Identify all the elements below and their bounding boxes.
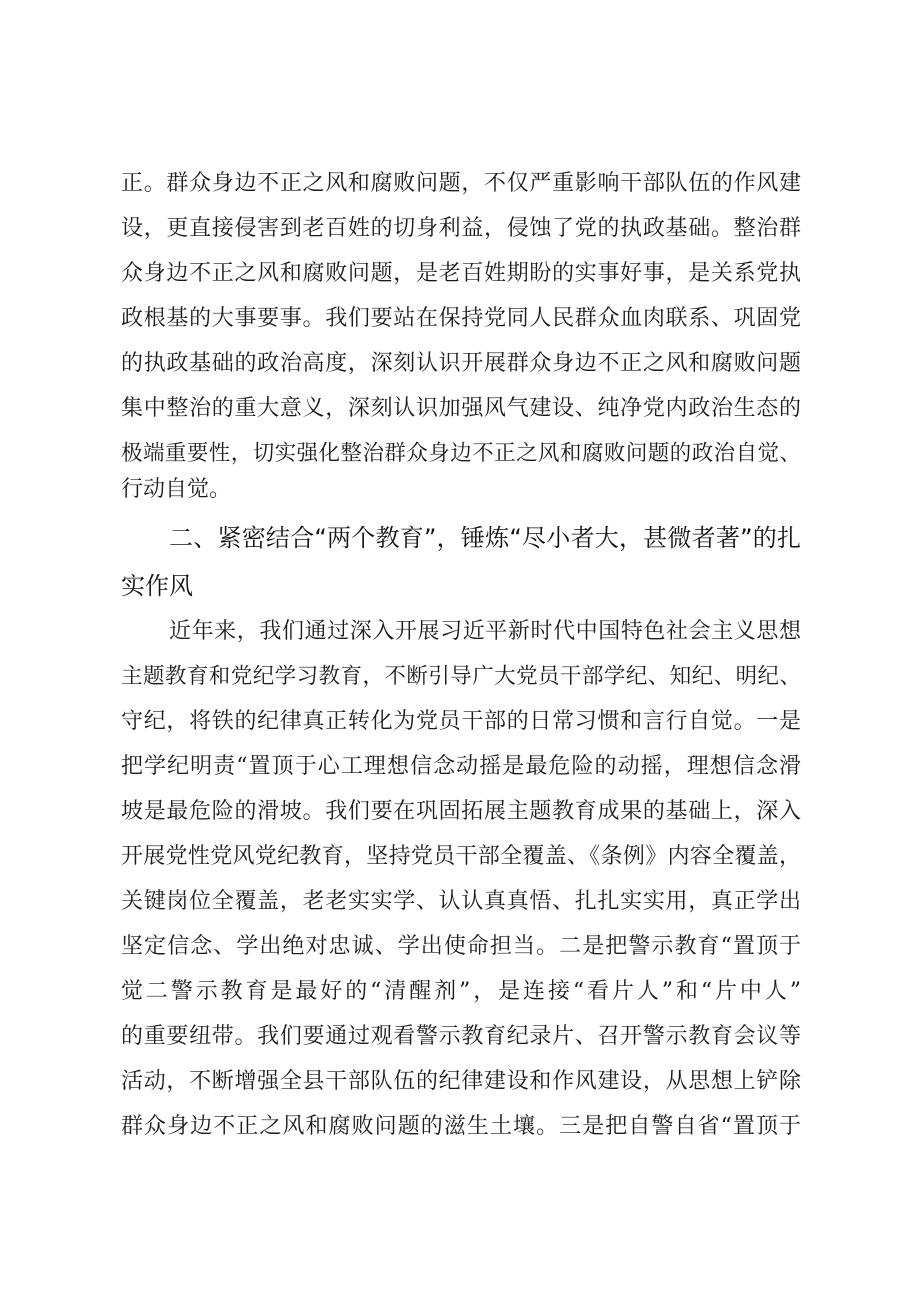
- paragraph-1-line-6: 集中整治的重大意义，深刻认识加强风气建设、纯净党内政治生态的: [121, 396, 801, 421]
- paragraph-2-line-4: 把学纪明责“置顶于心工理想信念动摇是最危险的动摇，理想信念滑: [121, 754, 801, 779]
- paragraph-1-line-7: 极端重要性，切实强化整治群众身边不正之风和腐败问题的政治自觉、: [121, 441, 801, 466]
- section-heading-line-2: 实作风: [121, 572, 193, 600]
- paragraph-2-line-8: 坚定信念、学出绝对忠诚、学出使命担当。二是把警示教育“置顶于: [121, 934, 801, 959]
- paragraph-2-line-1: 近年来，我们通过深入开展习近平新时代中国特色社会主义思想: [169, 619, 801, 644]
- paragraph-2-line-3: 守纪，将铁的纪律真正转化为党员干部的日常习惯和言行自觉。一是: [121, 709, 801, 734]
- paragraph-2-line-9: 觉二警示教育是最好的“清醒剂”，是连接“看片人”和“片中人”: [121, 979, 801, 1004]
- paragraph-2-line-2: 主题教育和党纪学习教育，不断引导广大党员干部学纪、知纪、明纪、: [121, 664, 801, 689]
- paragraph-1-line-4: 政根基的大事要事。我们要站在保持党同人民群众血肉联系、巩固党: [121, 306, 801, 331]
- paragraph-2-line-5: 坡是最危险的滑坡。我们要在巩固拓展主题教育成果的基础上，深入: [121, 799, 801, 824]
- paragraph-2-line-12: 群众身边不正之风和腐败问题的滋生土壤。三是把自警自省“置顶于: [121, 1114, 801, 1139]
- paragraph-1-line-8: 行动自觉。: [121, 477, 232, 502]
- paragraph-2-line-7: 关键岗位全覆盖，老老实实学、认认真真悟、扎扎实实用，真正学出: [121, 889, 801, 914]
- paragraph-1-line-2: 设，更直接侵害到老百姓的切身利益，侵蚀了党的执政基础。整治群: [121, 216, 801, 241]
- paragraph-2-line-11: 活动，不断增强全县干部队伍的纪律建设和作风建设，从思想上铲除: [121, 1069, 801, 1094]
- section-heading-line-1: 二、紧密结合“两个教育”，锤炼“尽小者大，甚微者著”的扎: [169, 524, 801, 552]
- paragraph-1-line-3: 众身边不正之风和腐败问题，是老百姓期盼的实事好事，是关系党执: [121, 261, 801, 286]
- paragraph-2-line-10: 的重要纽带。我们要通过观看警示教育纪录片、召开警示教育会议等: [121, 1024, 801, 1049]
- paragraph-2-line-6: 开展党性党风党纪教育，坚持党员干部全覆盖、《条例》内容全覆盖，: [121, 844, 801, 869]
- paragraph-1-line-1: 正。群众身边不正之风和腐败问题，不仅严重影响干部队伍的作风建: [121, 171, 801, 196]
- paragraph-1-line-5: 的执政基础的政治高度，深刻认识开展群众身边不正之风和腐败问题: [121, 351, 801, 376]
